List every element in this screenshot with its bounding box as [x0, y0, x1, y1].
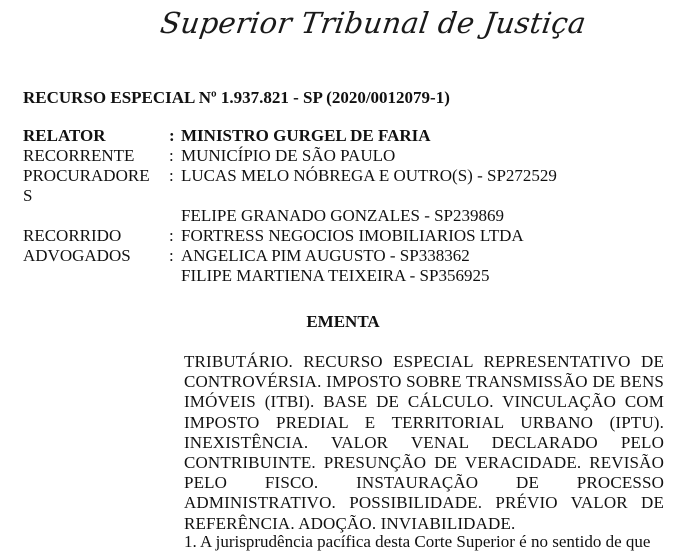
party-label: RECORRIDO	[23, 226, 122, 245]
party-label	[23, 266, 169, 286]
party-row-procuradores-2	[23, 206, 663, 226]
party-value: FORTRESS NEGOCIOS IMOBILIARIOS LTDA	[181, 226, 524, 245]
party-label	[23, 206, 169, 226]
party-separator	[169, 186, 181, 206]
case-title: RECURSO ESPECIAL Nº 1.937.821 - SP (2020/0012079-1)	[23, 88, 450, 107]
party-value: MUNICÍPIO DE SÃO PAULO	[181, 146, 396, 165]
ementa-heading: EMENTA	[306, 312, 380, 331]
party-row-advogados-2	[23, 266, 663, 286]
party-value: MINISTRO GURGEL DE FARIA	[181, 126, 431, 145]
party-value: LUCAS MELO NÓBREGA E OUTRO(S) - SP272529	[181, 166, 557, 185]
party-label: ADVOGADOS	[23, 246, 131, 265]
court-logo: Superior Tribunal de Justiça	[158, 6, 589, 40]
party-row-advogados	[23, 246, 663, 266]
party-value: FELIPE GRANADO GONZALES - SP239869	[181, 206, 505, 225]
party-label: RELATOR	[23, 126, 106, 145]
party-row-procuradores	[23, 166, 663, 186]
party-label: PROCURADORE	[23, 166, 150, 185]
party-value: ANGELICA PIM AUGUSTO - SP338362	[181, 246, 470, 265]
party-separator: :	[169, 126, 175, 145]
party-value: FILIPE MARTIENA TEIXEIRA - SP356925	[181, 266, 490, 285]
party-separator: :	[169, 226, 174, 245]
party-row-procuradores-wrap	[23, 186, 663, 206]
party-row-recorrido	[23, 226, 663, 246]
ementa-text: TRIBUTÁRIO. RECURSO ESPECIAL REPRESENTATIVO DE CONTROVÉRSIA. IMPOSTO SOBRE TRANSMISSÃO DE BENS IMÓVEIS (ITBI). BASE DE CÁLCULO. VINCULAÇÃO COM IMPOSTO PREDIAL E TERRITORIAL URBANO (IPTU). INEXISTÊNCIA. VALOR VENAL DECLARADO PELO CONTRIBUINTE. PRESUNÇÃO DE VERACIDADE. REVISÃO PELO FISCO. INSTAURAÇÃO DE PROCESSO ADMINISTRATIVO. POSSIBILIDADE. PRÉVIO VALOR DE REFERÊNCIA. ADOÇÃO. INVIABILIDADE.	[184, 352, 664, 533]
party-separator: :	[169, 246, 174, 265]
party-row-relator	[23, 126, 663, 146]
party-separator: :	[169, 146, 174, 165]
party-label: RECORRENTE	[23, 146, 135, 165]
party-label: S	[23, 186, 33, 205]
party-separator: :	[169, 166, 174, 185]
parties-table	[23, 126, 663, 286]
ementa-paragraph-1: 1. A jurisprudência pacífica desta Corte Superior é no sentido de que	[184, 532, 651, 551]
party-separator	[169, 206, 181, 226]
party-separator	[169, 266, 181, 286]
party-row-recorrente	[23, 146, 663, 166]
